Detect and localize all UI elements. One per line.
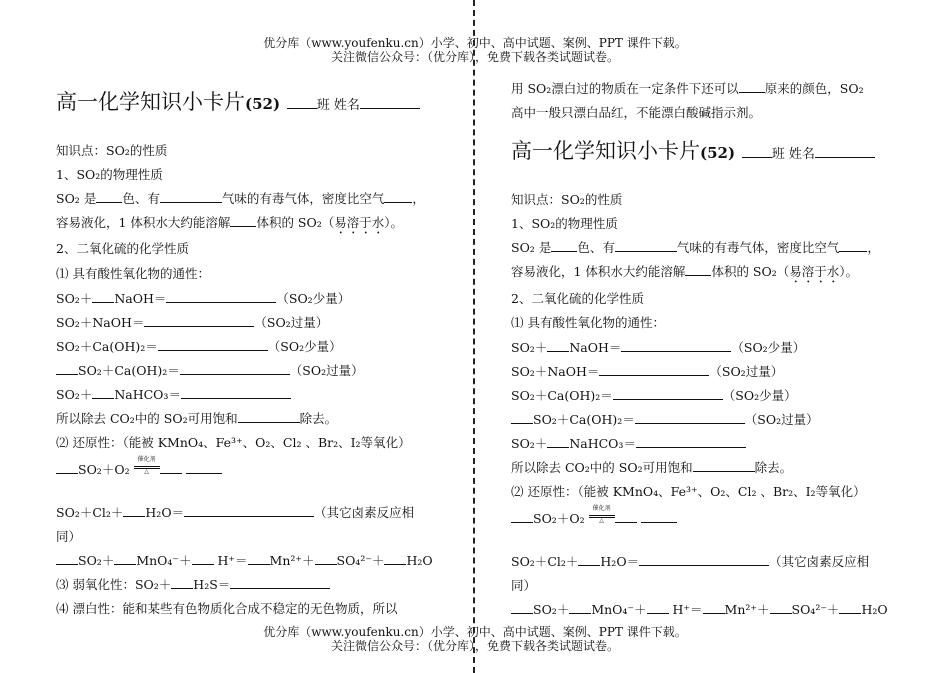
equation-cl2-cont-2: 同） bbox=[511, 578, 537, 593]
equation-nahco3-2: SO₂＋ NaHCO₃＝ bbox=[511, 434, 746, 452]
equation-caoh-excess-2: SO₂＋Ca(OH)₂＝ （SO₂过量） bbox=[511, 410, 819, 428]
equation-cl2-cont: 同） bbox=[56, 529, 82, 544]
equation-caoh-excess: SO₂＋Ca(OH)₂＝ （SO₂过量） bbox=[56, 361, 364, 379]
equation-o2: SO₂＋O₂ 催化剂 △ bbox=[56, 460, 222, 478]
weak-oxidizing: ⑶ 弱氧化性：SO₂＋ H₂S＝ bbox=[56, 575, 330, 593]
acidic-oxide-heading: ⑴ 具有酸性氧化物的通性： bbox=[56, 266, 210, 281]
equation-cl2: SO₂＋Cl₂＋ H₂O＝ （其它卤素反应相 bbox=[56, 505, 415, 520]
page-header bbox=[0, 36, 950, 64]
equation-mno4-2: SO₂＋ MnO₄⁻＋ H⁺＝ Mn²⁺＋ SO₄²⁻＋ H₂O bbox=[511, 600, 888, 618]
section-physical: 1、SO₂的物理性质 bbox=[56, 167, 163, 182]
footer-line-1: 优分库（www.youfenku.cn）小学、初中、高中试题、案例、PPT 课件下载。 bbox=[263, 625, 687, 639]
equation-caoh-less-2: SO₂＋Ca(OH)₂＝ （SO₂少量） bbox=[511, 388, 797, 403]
equation-naoh-excess: SO₂＋NaOH＝ （SO₂过量） bbox=[56, 315, 329, 330]
bleaching: ⑷ 漂白性：能和某些有色物质化合成不稳定的无色物质，所以 bbox=[56, 601, 398, 616]
bleach-continued-2: 高中一般只漂白品红，不能漂白酸碱指示剂。 bbox=[511, 105, 762, 120]
physical-line-2-2: 容易液化，1 体积水大约能溶解 体积的 SO₂（易溶于水）。 bbox=[511, 264, 859, 279]
equation-nahco3: SO₂＋ NaHCO₃＝ bbox=[56, 385, 291, 403]
equation-naoh-less: SO₂＋ NaOH＝ （SO₂少量） bbox=[56, 291, 351, 306]
reducibility-heading-2: ⑵ 还原性：（能被 KMnO₄、Fe³⁺、O₂、Cl₂ 、Br₂、I₂等氧化） bbox=[511, 484, 866, 499]
equation-naoh-excess-2: SO₂＋NaOH＝ （SO₂过量） bbox=[511, 364, 784, 379]
section-chemical-2: 2、二氧化硫的化学性质 bbox=[511, 291, 644, 306]
section-chemical: 2、二氧化硫的化学性质 bbox=[56, 241, 189, 256]
header-line-1: 优分库（www.youfenku.cn）小学、初中、高中试题、案例、PPT 课件下载。 bbox=[263, 36, 687, 50]
footer-line-2: 关注微信公众号：（优分库），免费下载各类试题试卷。 bbox=[330, 639, 619, 653]
reducibility-heading: ⑵ 还原性：（能被 KMnO₄、Fe³⁺、O₂、Cl₂ 、Br₂、I₂等氧化） bbox=[56, 435, 411, 450]
header-line-2: 关注微信公众号：（优分库），免费下载各类试题试卷。 bbox=[330, 50, 619, 64]
acidic-oxide-heading-2: ⑴ 具有酸性氧化物的通性： bbox=[511, 315, 665, 330]
equation-caoh-less: SO₂＋Ca(OH)₂＝ （SO₂少量） bbox=[56, 339, 342, 354]
page-footer bbox=[0, 625, 950, 653]
removal-note-2: 所以除去 CO₂中的 SO₂可用饱和 除去。 bbox=[511, 460, 793, 475]
knowledge-point-2: 知识点：SO₂的性质 bbox=[511, 192, 623, 207]
section-physical-2: 1、SO₂的物理性质 bbox=[511, 216, 618, 231]
card-title: 高一化学知识小卡片(52) 班 姓名 bbox=[56, 86, 420, 116]
catalyst-arrow: 催化剂 △ bbox=[134, 464, 160, 474]
knowledge-point: 知识点：SO₂的性质 bbox=[56, 143, 168, 158]
equation-mno4: SO₂＋ MnO₄⁻＋ H⁺＝ Mn²⁺＋ SO₄²⁻＋ H₂O bbox=[56, 551, 433, 569]
bleach-continued-1: 用 SO₂漂白过的物质在一定条件下还可以 原来的颜色，SO₂ bbox=[511, 81, 864, 96]
equation-naoh-less-2: SO₂＋ NaOH＝ （SO₂少量） bbox=[511, 340, 806, 355]
physical-line-1: SO₂ 是 色、有 气味的有毒气体，密度比空气 ， bbox=[56, 191, 425, 206]
equation-cl2-2: SO₂＋Cl₂＋ H₂O＝ （其它卤素反应相 bbox=[511, 554, 870, 569]
equation-o2-2: SO₂＋O₂ 催化剂 △ bbox=[511, 509, 677, 527]
physical-line-2: 容易液化，1 体积水大约能溶解 体积的 SO₂（易溶于水）。 bbox=[56, 215, 404, 230]
physical-line-1-2: SO₂ 是 色、有 气味的有毒气体，密度比空气 ， bbox=[511, 240, 880, 255]
catalyst-arrow: 催化剂 △ bbox=[589, 513, 615, 523]
card-title-2: 高一化学知识小卡片(52) 班 姓名 bbox=[511, 135, 875, 165]
fold-divider bbox=[473, 0, 475, 673]
removal-note: 所以除去 CO₂中的 SO₂可用饱和 除去。 bbox=[56, 411, 338, 426]
